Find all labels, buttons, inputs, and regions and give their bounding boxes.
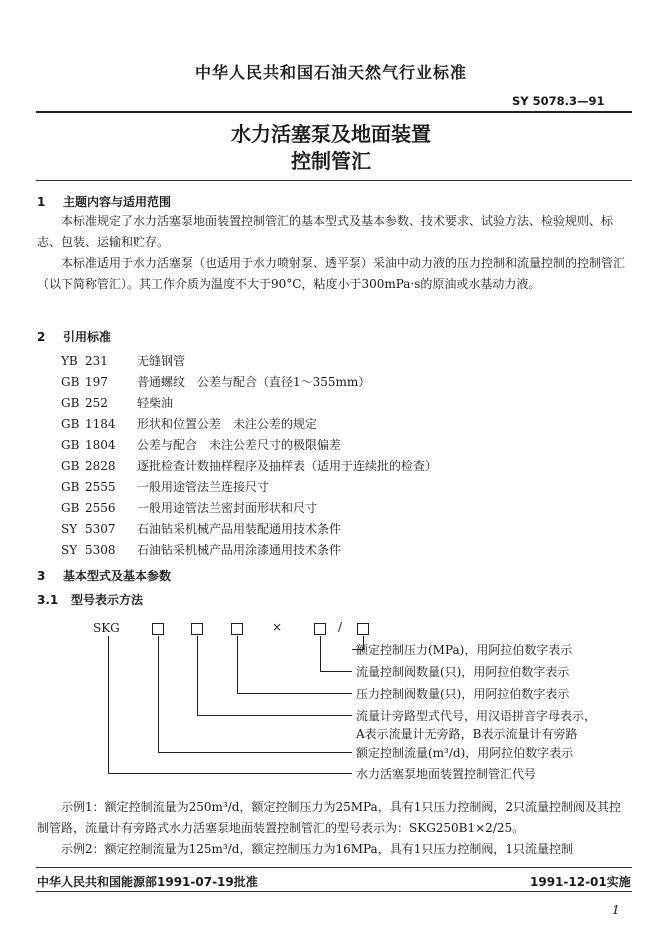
example-1: 示例1：额定控制流量为250m³/d，额定控制压力为25MPa，具有1只压力控制阀，2只流量控制阀及其控制管路，流量计有旁路式水力活塞泵地面装置控制管汇的型号表示为：SKG250B1×2/25。 bbox=[37, 800, 621, 835]
subsection-3-1-heading bbox=[37, 591, 143, 608]
connector-prefix-h bbox=[108, 773, 352, 774]
ref-title: 石油钻采机械产品用涂漆通用技术条件 bbox=[137, 543, 342, 557]
reference-row bbox=[61, 520, 341, 540]
effective-date: 1991-12-01实施 bbox=[530, 875, 631, 889]
reference-row bbox=[61, 499, 317, 519]
placeholder-box-bypass bbox=[191, 623, 203, 635]
ref-number: 1184 bbox=[85, 417, 116, 431]
connector-pressure-valves bbox=[237, 636, 238, 693]
section-1-title: 主题内容与适用范围 bbox=[63, 195, 172, 209]
connector-bypass-h bbox=[197, 715, 352, 716]
ref-org: GB bbox=[61, 501, 80, 515]
reference-row bbox=[61, 415, 317, 435]
ref-org: GB bbox=[61, 375, 80, 389]
section-1-number: 1 bbox=[37, 195, 46, 209]
section-1-heading bbox=[37, 193, 171, 210]
designation-item-flow: 额定控制流量(m³/d)，用阿拉伯数字表示 bbox=[356, 746, 574, 760]
section-2-heading bbox=[37, 328, 111, 345]
section-3-title: 基本型式及基本参数 bbox=[63, 569, 172, 583]
industry-standard-title: 中华人民共和国石油天然气行业标准 bbox=[194, 63, 467, 82]
section-1-paragraph-1: 本标准规定了水力活塞泵地面装置控制管汇的基本型式及基本参数、技术要求、试验方法、检验规则、标志、包装、运输和贮存。 bbox=[37, 214, 614, 249]
standard-code: SY 5078.3—91 bbox=[512, 94, 605, 108]
ref-title: 普通螺纹 公差与配合（直径1～355mm） bbox=[137, 375, 371, 389]
ref-number: 231 bbox=[85, 354, 108, 368]
placeholder-box-pressure bbox=[357, 623, 369, 635]
ref-title: 逐批检查计数抽样程序及抽样表（适用于连续批的检查） bbox=[137, 459, 438, 473]
placeholder-box-flow-valves bbox=[314, 623, 326, 635]
document-title-line2: 控制管汇 bbox=[291, 149, 371, 173]
designation-item-bypass-detail: A表示流量计无旁路，B表示流量计有旁路 bbox=[356, 727, 578, 741]
subsection-number: 3.1 bbox=[37, 593, 59, 607]
ref-title: 形状和位置公差 未注公差的规定 bbox=[137, 417, 318, 431]
ref-org: GB bbox=[61, 417, 80, 431]
designation-item-bypass: 流量计旁路型式代号，用汉语拼音字母表示， bbox=[356, 709, 597, 723]
ref-title: 一般用途管法兰密封面形状和尺寸 bbox=[137, 501, 318, 515]
reference-row bbox=[61, 478, 269, 498]
subsection-title: 型号表示方法 bbox=[71, 593, 144, 607]
ref-number: 2555 bbox=[85, 480, 116, 494]
section-2-number: 2 bbox=[37, 330, 46, 344]
page-number: 1 bbox=[612, 903, 620, 917]
ref-title: 一般用途管法兰连接尺寸 bbox=[137, 480, 270, 494]
reference-row bbox=[61, 457, 437, 477]
ref-org: GB bbox=[61, 480, 80, 494]
example-2: 示例2：额定控制流量为125m³/d，额定控制压力为16MPa，具有1只压力控制阀，1只流量控制 bbox=[61, 842, 573, 856]
ref-number: 197 bbox=[85, 375, 108, 389]
ref-number: 252 bbox=[85, 396, 108, 410]
approval-date: 中华人民共和国能源部1991-07-19批准 bbox=[37, 875, 258, 889]
ref-org: GB bbox=[61, 459, 80, 473]
ref-title: 石油钻采机械产品用装配通用技术条件 bbox=[137, 522, 342, 536]
designation-item-code: 水力活塞泵地面装置控制管汇代号 bbox=[356, 767, 537, 781]
connector-prefix bbox=[108, 636, 109, 773]
reference-row bbox=[61, 541, 341, 561]
section-2-title: 引用标准 bbox=[63, 330, 112, 344]
designation-item-pressure: 额定控制压力(MPa)，用阿拉伯数字表示 bbox=[356, 643, 573, 657]
footer-rule bbox=[36, 867, 632, 868]
document-title-line1: 水力活塞泵及地面装置 bbox=[231, 122, 431, 146]
reference-row bbox=[61, 394, 173, 414]
section-3-heading bbox=[37, 567, 171, 584]
ref-number: 5308 bbox=[85, 543, 116, 557]
reference-row bbox=[61, 373, 370, 393]
ref-org: YB bbox=[61, 354, 78, 368]
ref-title: 无缝钢管 bbox=[137, 354, 186, 368]
designation-prefix: SKG bbox=[93, 621, 120, 635]
connector-flow-valves bbox=[320, 636, 321, 671]
designation-item-flow-valves: 流量控制阀数量(只)，用阿拉伯数字表示 bbox=[356, 665, 570, 679]
section-1-paragraph-2: 本标准适用于水力活塞泵（也适用于水力喷射泵、透平泵）采油中动力液的压力控制和流量控制的控制管汇（以下简称管汇）。其工作介质为温度不大于90°C，粘度小于300mPa·s的原油或水基动力液。 bbox=[37, 256, 626, 291]
placeholder-box-flow bbox=[152, 623, 164, 635]
ref-org: SY bbox=[61, 543, 78, 557]
ref-number: 5307 bbox=[85, 522, 116, 536]
title-rule bbox=[36, 180, 632, 181]
ref-number: 2556 bbox=[85, 501, 116, 515]
connector-bypass bbox=[197, 636, 198, 715]
ref-number: 2828 bbox=[85, 459, 116, 473]
header-rule bbox=[36, 111, 632, 113]
connector-flow-valves-h bbox=[320, 671, 352, 672]
reference-row bbox=[61, 436, 341, 456]
times-sign: × bbox=[272, 620, 283, 634]
ref-org: GB bbox=[61, 396, 80, 410]
placeholder-box-pressure-valves bbox=[231, 623, 243, 635]
section-3-number: 3 bbox=[37, 569, 46, 583]
connector-flow bbox=[158, 636, 159, 752]
ref-title: 公差与配合 未注公差尺寸的极限偏差 bbox=[137, 438, 342, 452]
slash-sign: / bbox=[338, 620, 343, 634]
footer-bottom-rule bbox=[36, 891, 632, 892]
designation-item-pressure-valves: 压力控制阀数量(只)，用阿拉伯数字表示 bbox=[356, 687, 570, 701]
ref-org: SY bbox=[61, 522, 78, 536]
ref-org: GB bbox=[61, 438, 80, 452]
ref-number: 1804 bbox=[85, 438, 116, 452]
reference-row bbox=[61, 352, 185, 372]
ref-title: 轻柴油 bbox=[137, 396, 174, 410]
connector-pressure-valves-h bbox=[237, 693, 352, 694]
connector-flow-h bbox=[158, 752, 352, 753]
